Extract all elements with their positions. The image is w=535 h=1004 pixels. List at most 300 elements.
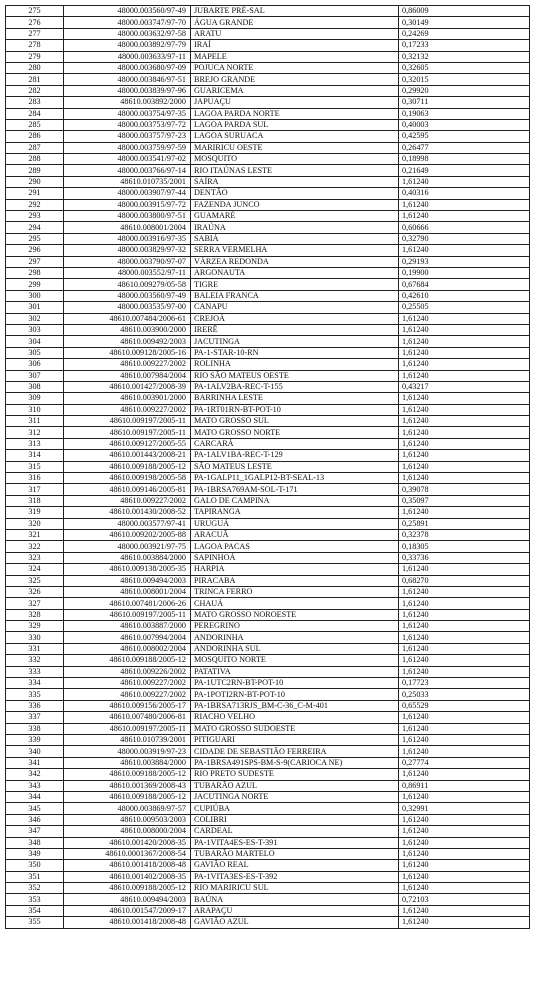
process-number: 48610.008002/2004 (64, 643, 191, 654)
field-value: 0,30711 (399, 97, 530, 108)
field-value: 0,18998 (399, 154, 530, 165)
table-row (6, 632, 530, 643)
row-number: 343 (6, 780, 64, 791)
field-name: TAPIRANGA (191, 507, 399, 518)
row-number: 339 (6, 735, 64, 746)
field-value: 1,61240 (399, 211, 530, 222)
process-number: 48610.009494/2003 (64, 894, 191, 905)
row-number: 292 (6, 199, 64, 210)
table-row (6, 552, 530, 563)
row-number: 286 (6, 131, 64, 142)
process-number: 48610.009279/05-58 (64, 279, 191, 290)
field-name: MOSQUITO NORTE (191, 655, 399, 666)
field-value: 0,67684 (399, 279, 530, 290)
field-name: BREJO GRANDE (191, 74, 399, 85)
field-value: 0,24269 (399, 28, 530, 39)
table-row (6, 883, 530, 894)
field-value: 0,42595 (399, 131, 530, 142)
row-number: 331 (6, 643, 64, 654)
field-name: BARRINHA LESTE (191, 393, 399, 404)
field-name: FAZENDA JUNCO (191, 199, 399, 210)
table-row (6, 404, 530, 415)
process-number: 48000.003919/97-23 (64, 746, 191, 757)
field-value: 1,61240 (399, 712, 530, 723)
row-number: 284 (6, 108, 64, 119)
row-number: 329 (6, 621, 64, 632)
row-number: 309 (6, 393, 64, 404)
process-number: 48610.009197/2005-11 (64, 427, 191, 438)
process-number: 48610.003892/2000 (64, 97, 191, 108)
field-value: 1,61240 (399, 655, 530, 666)
table-row (6, 837, 530, 848)
field-value: 1,61240 (399, 598, 530, 609)
process-number: 48610.010739/2001 (64, 735, 191, 746)
row-number: 277 (6, 28, 64, 39)
row-number: 340 (6, 746, 64, 757)
row-number: 316 (6, 473, 64, 484)
field-name: ÁGUA GRANDE (191, 17, 399, 28)
field-value: 0,42610 (399, 290, 530, 301)
row-number: 349 (6, 848, 64, 859)
field-value: 1,61240 (399, 848, 530, 859)
process-number: 48610.001369/2008-43 (64, 780, 191, 791)
field-name: GUARICEMA (191, 85, 399, 96)
row-number: 312 (6, 427, 64, 438)
process-number: 48000.003757/97-23 (64, 131, 191, 142)
table-row (6, 438, 530, 449)
field-value: 1,61240 (399, 507, 530, 518)
field-value: 0,33736 (399, 552, 530, 563)
field-name: JUBARTE PRÉ-SAL (191, 6, 399, 17)
field-name: RIO PRETO SUDESTE (191, 769, 399, 780)
field-name: JACUTINGA NORTE (191, 791, 399, 802)
row-number: 336 (6, 700, 64, 711)
field-value: 1,61240 (399, 324, 530, 335)
table-row (6, 791, 530, 802)
table-row (6, 518, 530, 529)
field-value: 0,32790 (399, 233, 530, 244)
field-name: GAVIÃO AZUL (191, 917, 399, 928)
process-number: 48000.003915/97-72 (64, 199, 191, 210)
field-value: 0,32605 (399, 62, 530, 73)
table-row (6, 119, 530, 130)
table-row (6, 28, 530, 39)
table-row (6, 97, 530, 108)
field-name: PA-1BRSA713RJS_BM-C-36_C-M-401 (191, 700, 399, 711)
process-number: 48000.003916/97-35 (64, 233, 191, 244)
row-number: 355 (6, 917, 64, 928)
field-value: 0,32132 (399, 51, 530, 62)
row-number: 327 (6, 598, 64, 609)
table-row (6, 245, 530, 256)
field-name: MARIRICU OESTE (191, 142, 399, 153)
table-row (6, 894, 530, 905)
field-name: PA-1ALV2BA-REC-T-155 (191, 381, 399, 392)
table-row (6, 746, 530, 757)
field-name: CIDADE DE SEBASTIÃO FERREIRA (191, 746, 399, 757)
row-number: 328 (6, 609, 64, 620)
row-number: 321 (6, 529, 64, 540)
process-number: 48000.003680/97-09 (64, 62, 191, 73)
table-row (6, 51, 530, 62)
field-name: TRINCA FERRO (191, 586, 399, 597)
field-value: 0,40316 (399, 188, 530, 199)
process-number: 48000.003577/97-41 (64, 518, 191, 529)
process-number: 48000.003759/97-59 (64, 142, 191, 153)
row-number: 305 (6, 347, 64, 358)
row-number: 345 (6, 803, 64, 814)
field-value: 0,19900 (399, 267, 530, 278)
field-value: 0,30149 (399, 17, 530, 28)
process-number: 48610.009227/2002 (64, 359, 191, 370)
table-row (6, 359, 530, 370)
table-row (6, 6, 530, 17)
field-value: 0,40003 (399, 119, 530, 130)
table-row (6, 290, 530, 301)
process-number: 48000.003829/97-32 (64, 245, 191, 256)
process-number: 48610.007484/2006-61 (64, 313, 191, 324)
process-number: 48000.003535/97-00 (64, 302, 191, 313)
field-name: BALEIA FRANCA (191, 290, 399, 301)
field-name: PA-1POTI2RN-BT-POT-10 (191, 689, 399, 700)
field-name: HARPIA (191, 564, 399, 575)
process-number: 48610.009156/2005-17 (64, 700, 191, 711)
field-value: 0,32015 (399, 74, 530, 85)
process-number: 48610.009127/2005-55 (64, 438, 191, 449)
field-value: 1,61240 (399, 370, 530, 381)
field-name: CARCARÁ (191, 438, 399, 449)
field-value: 0,86911 (399, 780, 530, 791)
process-number: 48610.001402/2008-35 (64, 871, 191, 882)
process-number: 48000.003921/97-75 (64, 541, 191, 552)
table-row (6, 541, 530, 552)
field-value: 0,21649 (399, 165, 530, 176)
field-name: CUPIÚBA (191, 803, 399, 814)
field-value: 0,43217 (399, 381, 530, 392)
field-name: SERRA VERMELHA (191, 245, 399, 256)
row-number: 318 (6, 495, 64, 506)
row-number: 276 (6, 17, 64, 28)
process-number: 48000.003552/97-11 (64, 267, 191, 278)
table-row (6, 176, 530, 187)
field-name: MAPELE (191, 51, 399, 62)
process-number: 48610.003884/2000 (64, 757, 191, 768)
process-number: 48610.009198/2005-58 (64, 473, 191, 484)
field-value: 1,61240 (399, 359, 530, 370)
field-name: RIO ITAÚNAS LESTE (191, 165, 399, 176)
field-value: 1,61240 (399, 313, 530, 324)
table-row (6, 473, 530, 484)
table-row (6, 917, 530, 928)
field-value: 1,61240 (399, 461, 530, 472)
process-number: 48610.009227/2002 (64, 495, 191, 506)
field-value: 1,61240 (399, 814, 530, 825)
field-value: 1,61240 (399, 723, 530, 734)
field-value: 0,32991 (399, 803, 530, 814)
table-row (6, 495, 530, 506)
row-number: 353 (6, 894, 64, 905)
row-number: 307 (6, 370, 64, 381)
field-name: IRAÚNA (191, 222, 399, 233)
field-value: 1,61240 (399, 621, 530, 632)
table-row (6, 267, 530, 278)
field-name: ARATU (191, 28, 399, 39)
field-value: 0,72103 (399, 894, 530, 905)
process-number: 48000.003790/97-07 (64, 256, 191, 267)
table-row (6, 712, 530, 723)
row-number: 279 (6, 51, 64, 62)
row-number: 325 (6, 575, 64, 586)
table-row (6, 165, 530, 176)
process-number: 48610.008001/2004 (64, 222, 191, 233)
row-number: 304 (6, 336, 64, 347)
table-row (6, 860, 530, 871)
field-name: URUGUÁ (191, 518, 399, 529)
field-name: ARACUÃ (191, 529, 399, 540)
process-number: 48610.007994/2004 (64, 632, 191, 643)
field-value: 0,25033 (399, 689, 530, 700)
table-row (6, 450, 530, 461)
row-number: 342 (6, 769, 64, 780)
field-name: BAÚNA (191, 894, 399, 905)
field-name: VÁRZEA REDONDA (191, 256, 399, 267)
process-number: 48610.009197/2005-11 (64, 609, 191, 620)
process-number: 48610.009188/2005-12 (64, 461, 191, 472)
process-number: 48610.003887/2000 (64, 621, 191, 632)
table-row (6, 131, 530, 142)
row-number: 288 (6, 154, 64, 165)
field-value: 0,19063 (399, 108, 530, 119)
table-row (6, 370, 530, 381)
process-number: 48610.003884/2000 (64, 552, 191, 563)
process-number: 48000.003560/97-49 (64, 290, 191, 301)
row-number: 290 (6, 176, 64, 187)
table-row (6, 826, 530, 837)
field-name: PIRACABA (191, 575, 399, 586)
field-value: 1,61240 (399, 416, 530, 427)
process-number: 48610.008000/2004 (64, 826, 191, 837)
field-value: 0,25505 (399, 302, 530, 313)
table-row (6, 723, 530, 734)
table-row (6, 700, 530, 711)
table-row (6, 313, 530, 324)
row-number: 278 (6, 40, 64, 51)
table-row (6, 381, 530, 392)
field-value: 1,61240 (399, 473, 530, 484)
field-name: SÃO MATEUS LESTE (191, 461, 399, 472)
table-row (6, 507, 530, 518)
field-name: PA-1RT01RN-BT-POT-10 (191, 404, 399, 415)
process-number: 48610.009492/2003 (64, 336, 191, 347)
process-number: 48610.009197/2005-11 (64, 416, 191, 427)
field-name: LAGOA PARDA NORTE (191, 108, 399, 119)
process-number: 48000.003633/97-11 (64, 51, 191, 62)
table-row (6, 689, 530, 700)
table-row (6, 586, 530, 597)
field-name: ANDORINHA SUL (191, 643, 399, 654)
row-number: 341 (6, 757, 64, 768)
field-value: 1,61240 (399, 826, 530, 837)
field-value: 1,61240 (399, 245, 530, 256)
table-row (6, 678, 530, 689)
process-number: 48610.001418/2008-48 (64, 860, 191, 871)
row-number: 294 (6, 222, 64, 233)
field-value: 1,61240 (399, 871, 530, 882)
table-row (6, 336, 530, 347)
table-row (6, 142, 530, 153)
row-number: 285 (6, 119, 64, 130)
field-name: DENTÃO (191, 188, 399, 199)
field-name: RIO SÃO MATEUS OESTE (191, 370, 399, 381)
table-row (6, 302, 530, 313)
table-row (6, 17, 530, 28)
table-row (6, 621, 530, 632)
field-value: 0,29920 (399, 85, 530, 96)
field-value: 1,61240 (399, 586, 530, 597)
process-number: 48610.009503/2003 (64, 814, 191, 825)
row-number: 317 (6, 484, 64, 495)
row-number: 302 (6, 313, 64, 324)
field-value: 1,61240 (399, 917, 530, 928)
table-row (6, 575, 530, 586)
process-number: 48610.009188/2005-12 (64, 791, 191, 802)
field-name: ANDORINHA (191, 632, 399, 643)
row-number: 344 (6, 791, 64, 802)
row-number: 300 (6, 290, 64, 301)
field-name: COLIBRI (191, 814, 399, 825)
field-name: MATO GROSSO NOROESTE (191, 609, 399, 620)
process-number: 48610.001427/2008-39 (64, 381, 191, 392)
row-number: 295 (6, 233, 64, 244)
field-value: 1,61240 (399, 746, 530, 757)
field-name: MATO GROSSO SUL (191, 416, 399, 427)
field-value: 1,61240 (399, 666, 530, 677)
process-number: 48000.003869/97-57 (64, 803, 191, 814)
row-number: 308 (6, 381, 64, 392)
table-row (6, 199, 530, 210)
process-number: 48610.009227/2002 (64, 689, 191, 700)
table-row (6, 757, 530, 768)
field-value: 1,61240 (399, 735, 530, 746)
field-name: LAGOA PARDA SUL (191, 119, 399, 130)
field-name: PA-1ALV1BA-REC-T-129 (191, 450, 399, 461)
field-name: PEREGRINO (191, 621, 399, 632)
row-number: 351 (6, 871, 64, 882)
process-number: 48000.003560/97-49 (64, 6, 191, 17)
process-number: 48610.008001/2004 (64, 586, 191, 597)
table-row (6, 735, 530, 746)
table-row (6, 780, 530, 791)
field-name: SABIÁ (191, 233, 399, 244)
process-number: 48610.001443/2008-21 (64, 450, 191, 461)
field-name: POJUCA NORTE (191, 62, 399, 73)
row-number: 275 (6, 6, 64, 17)
field-name: SAÍRA (191, 176, 399, 187)
process-number: 48610.003900/2000 (64, 324, 191, 335)
table-row (6, 643, 530, 654)
field-name: RIO MARIRICU SUL (191, 883, 399, 894)
field-value: 1,61240 (399, 905, 530, 916)
field-value: 1,61240 (399, 347, 530, 358)
field-name: IRAÍ (191, 40, 399, 51)
table-row (6, 324, 530, 335)
field-value: 0,18305 (399, 541, 530, 552)
row-number: 354 (6, 905, 64, 916)
field-name: ARGONAUTA (191, 267, 399, 278)
table-row (6, 40, 530, 51)
field-value: 1,61240 (399, 427, 530, 438)
process-number: 48610.009128/2005-16 (64, 347, 191, 358)
row-number: 352 (6, 883, 64, 894)
fields-table (5, 5, 530, 929)
row-number: 311 (6, 416, 64, 427)
table-row (6, 211, 530, 222)
process-number: 48000.003754/97-35 (64, 108, 191, 119)
field-name: CHAUÁ (191, 598, 399, 609)
field-value: 1,61240 (399, 643, 530, 654)
field-value: 0,17723 (399, 678, 530, 689)
table-row (6, 484, 530, 495)
field-name: TIGRE (191, 279, 399, 290)
row-number: 293 (6, 211, 64, 222)
process-number: 48610.009188/2005-12 (64, 655, 191, 666)
process-number: 48610.009197/2005-11 (64, 723, 191, 734)
process-number: 48000.003907/97-44 (64, 188, 191, 199)
process-number: 48000.003839/97-96 (64, 85, 191, 96)
row-number: 299 (6, 279, 64, 290)
row-number: 298 (6, 267, 64, 278)
row-number: 306 (6, 359, 64, 370)
process-number: 48000.003846/97-51 (64, 74, 191, 85)
process-number: 48000.003800/97-51 (64, 211, 191, 222)
table-row (6, 564, 530, 575)
field-name: PA-1VITA4ES-ES-T-391 (191, 837, 399, 848)
row-number: 291 (6, 188, 64, 199)
table-row (6, 393, 530, 404)
process-number: 48610.009227/2002 (64, 404, 191, 415)
row-number: 326 (6, 586, 64, 597)
process-number: 48610.009146/2005-81 (64, 484, 191, 495)
row-number: 297 (6, 256, 64, 267)
row-number: 347 (6, 826, 64, 837)
process-number: 48610.009227/2002 (64, 678, 191, 689)
row-number: 333 (6, 666, 64, 677)
field-value: 0,26477 (399, 142, 530, 153)
field-name: GALO DE CAMPINA (191, 495, 399, 506)
field-value: 0,39078 (399, 484, 530, 495)
table-row (6, 85, 530, 96)
process-number: 48610.009202/2005-88 (64, 529, 191, 540)
field-name: MATO GROSSO SUDOESTE (191, 723, 399, 734)
process-number: 48000.003766/97-14 (64, 165, 191, 176)
process-number: 48610.009188/2005-12 (64, 769, 191, 780)
field-value: 0,65529 (399, 700, 530, 711)
field-value: 0,25891 (399, 518, 530, 529)
row-number: 338 (6, 723, 64, 734)
table-row (6, 769, 530, 780)
field-name: PA-1BRSA769AM-SOL-T-171 (191, 484, 399, 495)
field-value: 1,61240 (399, 438, 530, 449)
field-value: 1,61240 (399, 176, 530, 187)
table-row (6, 803, 530, 814)
field-name: CREJOÁ (191, 313, 399, 324)
fields-table-body (6, 6, 530, 929)
table-row (6, 256, 530, 267)
process-number: 48610.001420/2008-35 (64, 837, 191, 848)
process-number: 48000.003747/97-70 (64, 17, 191, 28)
process-number: 48610.010735/2001 (64, 176, 191, 187)
field-value: 0,32378 (399, 529, 530, 540)
